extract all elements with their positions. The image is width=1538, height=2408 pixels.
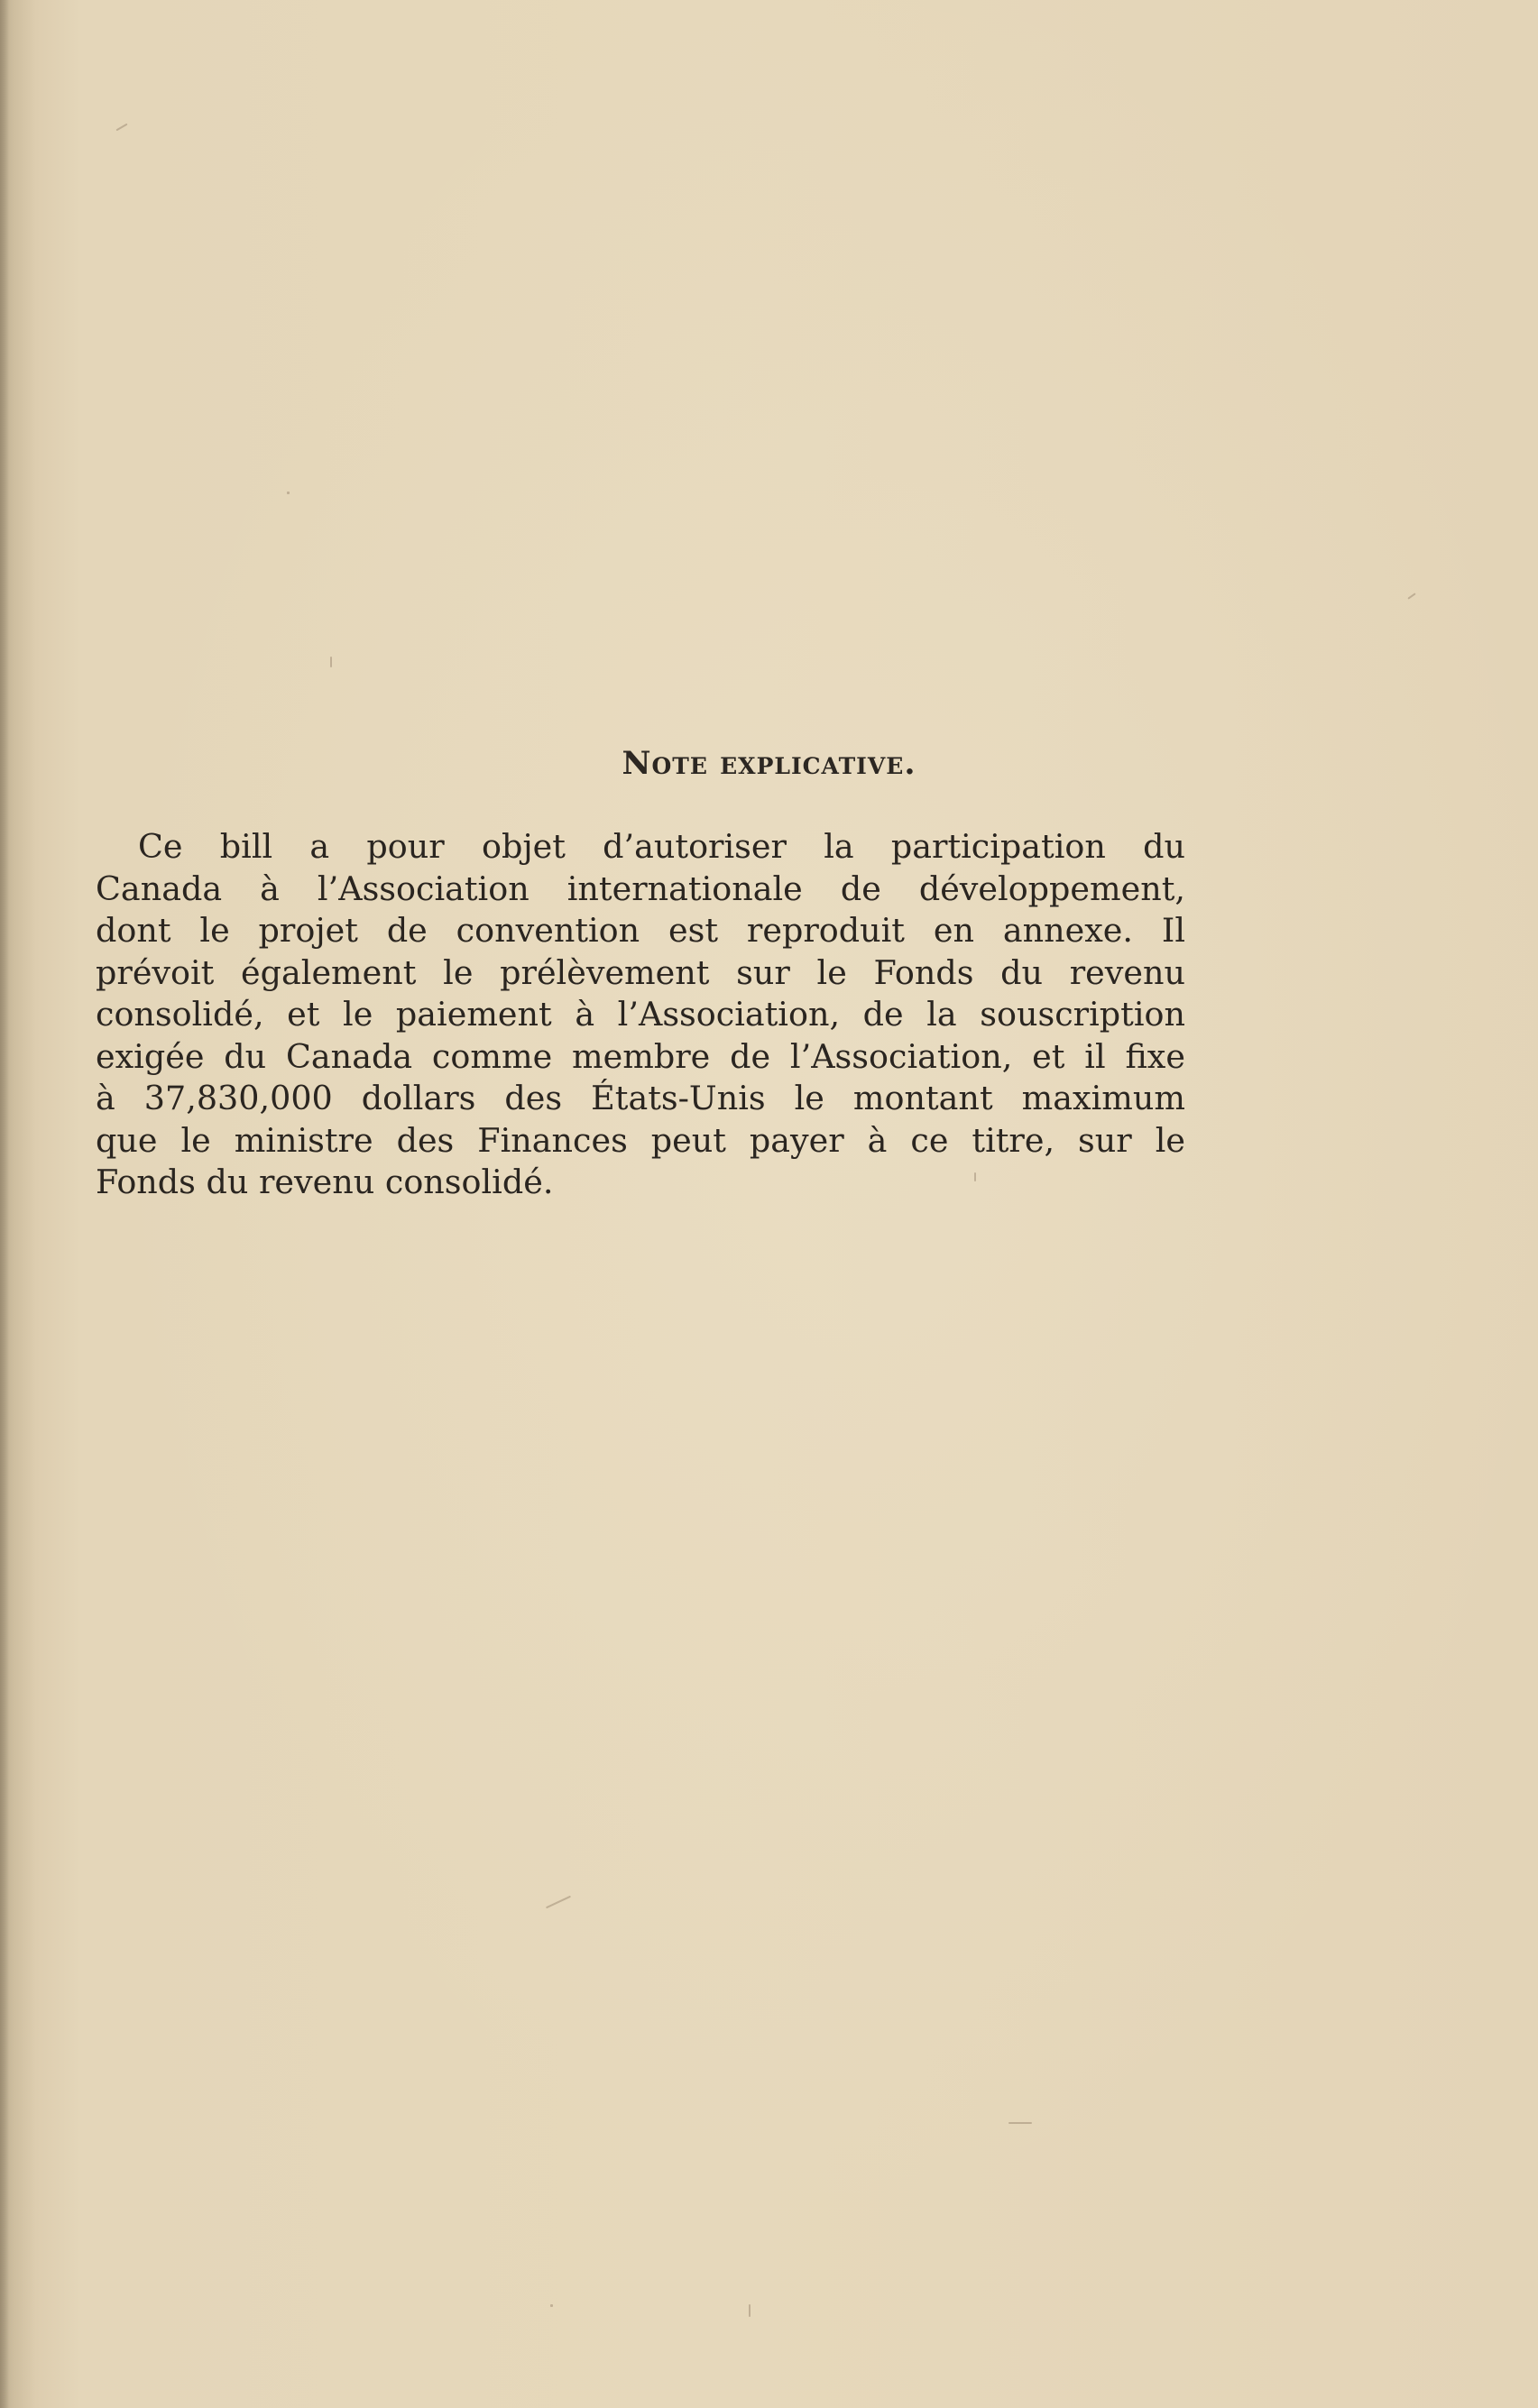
paper-speck — [1008, 2122, 1032, 2124]
body-line: Canada à l’Association internationale de développement, — [96, 869, 1185, 908]
paper-speck — [749, 2304, 751, 2317]
note-title: Note explicative. — [622, 745, 916, 782]
page-binding-edge — [0, 0, 9, 2408]
paper-speck — [115, 124, 127, 132]
paper-speck — [330, 657, 332, 667]
paper-speck — [550, 2304, 553, 2307]
body-line: à 37,830,000 dollars des États-Unis le montant maximum — [96, 1079, 1185, 1117]
paper-speck — [546, 1896, 571, 1908]
note-body — [96, 826, 1185, 1204]
body-line: que le ministre des Finances peut payer à ce titre, sur le — [96, 1120, 1185, 1160]
body-line: Fonds du revenu consolidé. — [96, 1163, 554, 1201]
body-line: consolidé, et le paiement à l’Association, de la souscription — [96, 995, 1185, 1034]
body-line: exigée du Canada comme membre de l’Association, et il fixe — [96, 1036, 1185, 1076]
paper-speck — [1407, 593, 1415, 599]
body-line: Ce bill a pour objet d’autoriser la participation du — [138, 827, 1185, 866]
body-line: prévoit également le prélèvement sur le Fonds du revenu — [96, 952, 1185, 992]
body-line: dont le projet de convention est reproduit en annexe. Il — [96, 911, 1185, 950]
paper-speck — [287, 492, 290, 494]
